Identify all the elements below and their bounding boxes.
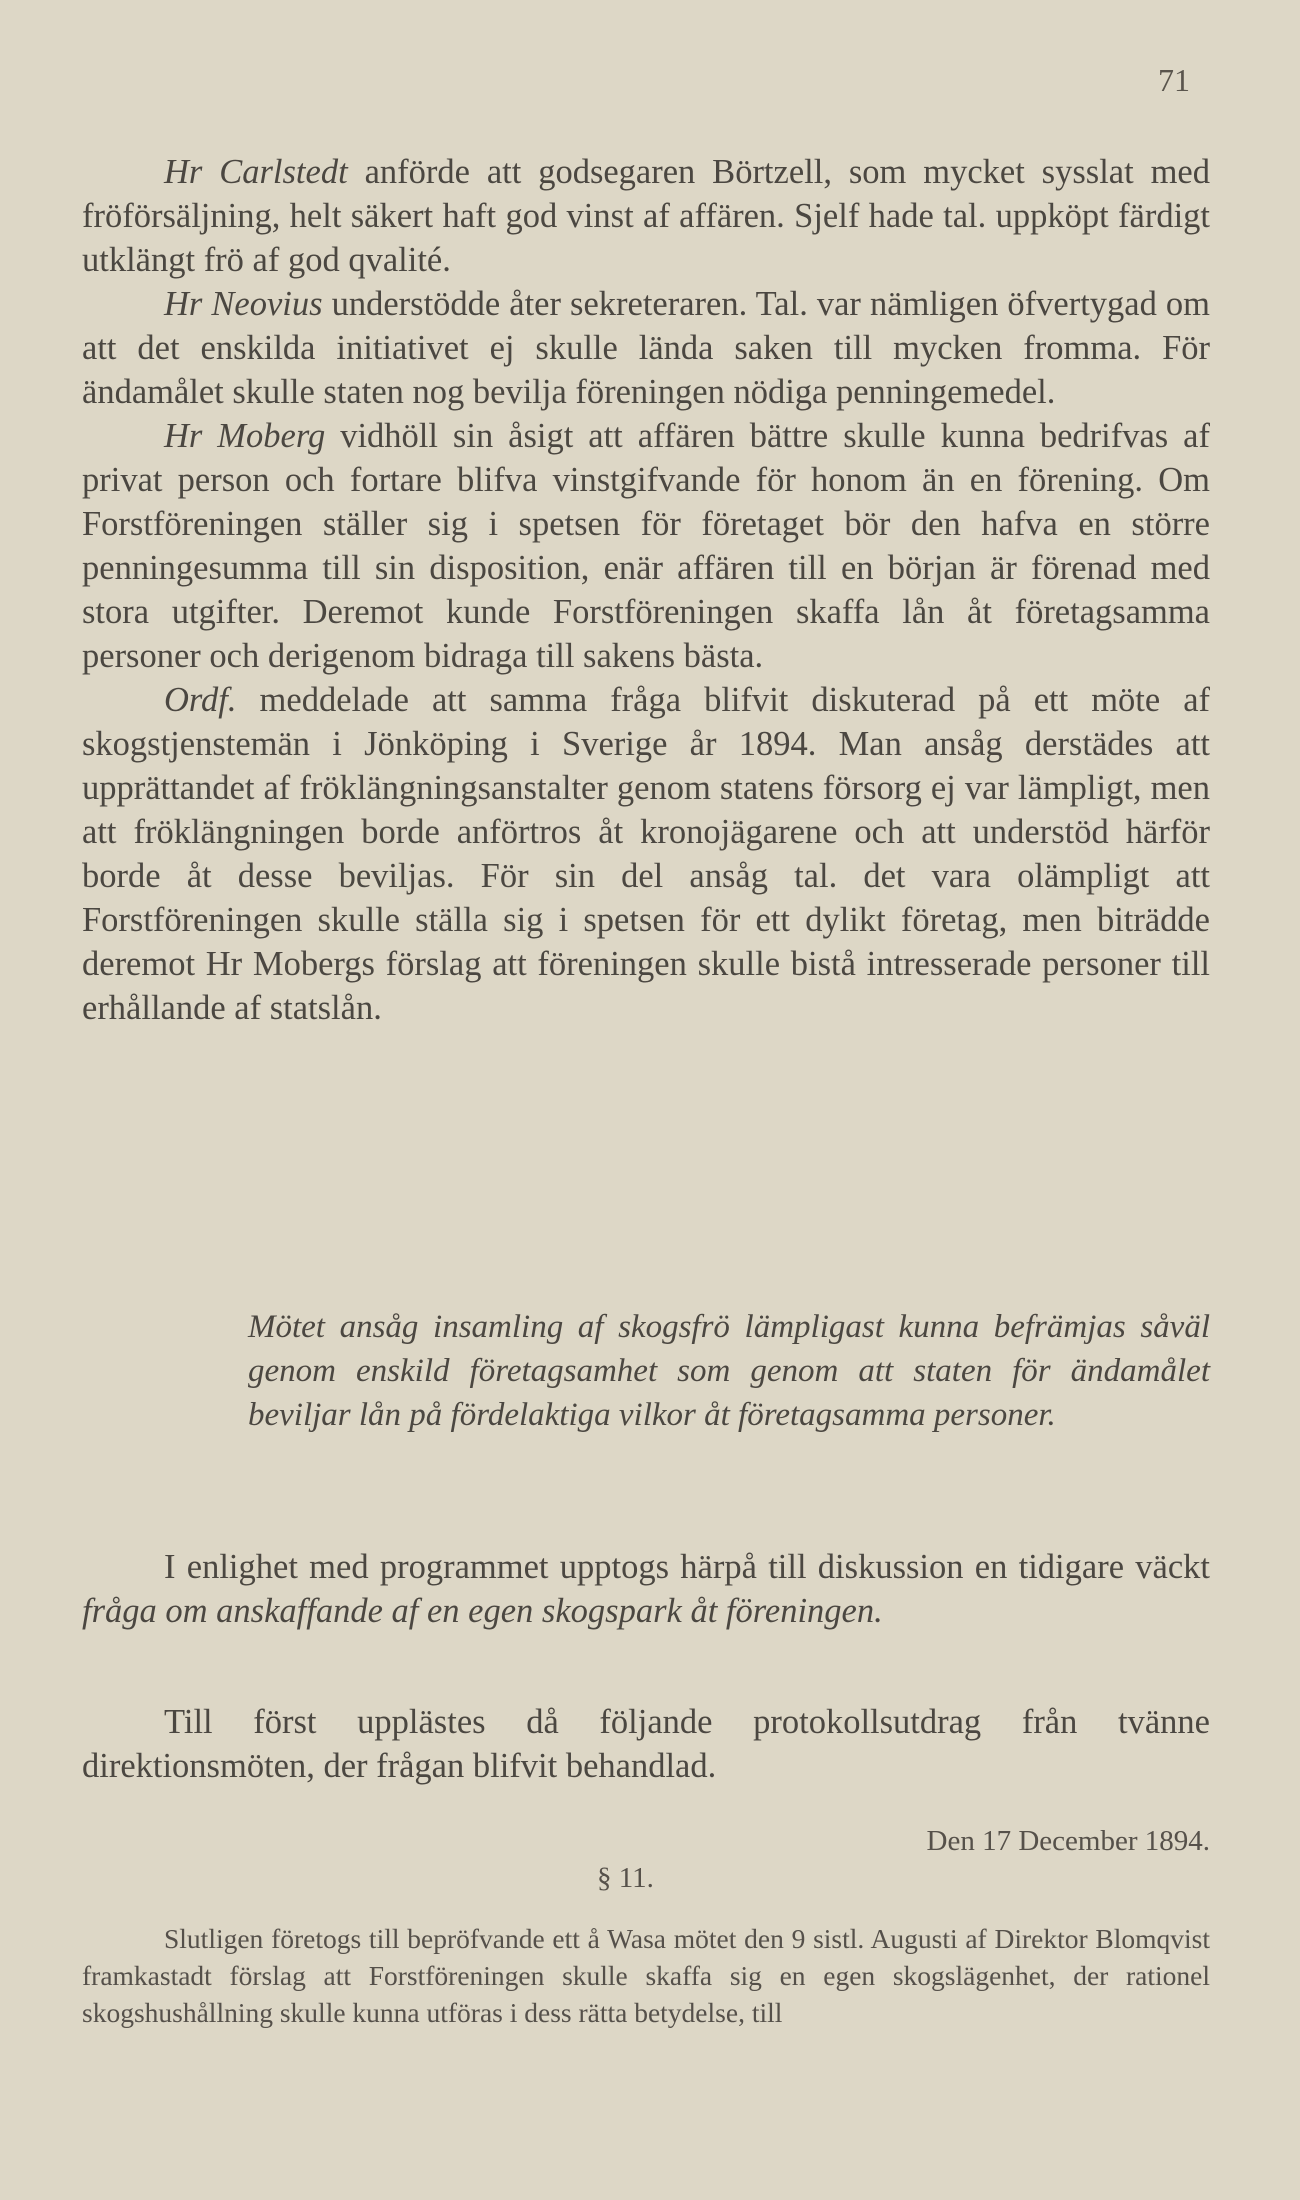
meeting-resolution: Mötet ansåg insamling af skogsfrö lämpligast kunna befrämjas såväl genom enskild företagsamhet som genom att staten för ändamålet beviljar lån på fördelaktiga vilkor åt företagsamma personer. xyxy=(248,1309,1210,1433)
paragraph-text: understödde åter sekreteraren. Tal. var nämligen öfvertygad om att det enskilda initiativet ej skulle lända saken till mycken fromma. För ändamålet skulle staten nog bevilja föreningen nödiga penningemedel. xyxy=(82,285,1210,411)
speaker-name: Hr Carlstedt xyxy=(164,153,348,191)
paragraph-carlstedt xyxy=(82,150,1210,282)
paragraph-reading: Till först upplästes då följande protokollsutdrag från tvänne direktionsmöten, der frågan blifvit behandlad. xyxy=(82,1703,1210,1785)
topic-title: fråga om anskaffande af en egen skogspark åt föreningen. xyxy=(82,1592,883,1630)
protocol-paragraph-number: § 11. xyxy=(597,1862,654,1894)
speaker-name: Hr Neovius xyxy=(164,285,323,323)
paragraph-text: anförde att godsegaren Börtzell, som mycket sysslat med fröförsäljning, helt säkert haft god vinst af affären. Sjelf hade tal. uppköpt färdigt utklängt frö af god qvalité. xyxy=(82,153,1210,279)
paragraph-text: meddelade att samma fråga blifvit diskuterad på ett möte af skogstjenstemän i Jönköping i Sverige år 1894. Man ansåg derstädes att upprättandet af fröklängningsanstalter genom statens försorg ej var lämpligt, men att fröklängningen borde anförtros åt kronojägarene och att understöd härför borde åt desse beviljas. För sin del ansåg tal. det vara olämpligt att Forstföreningen skulle ställa sig i spetsen för ett dylikt företag, men biträdde deremot Hr Mobergs förslag att föreningen skulle bistå intresserade personer till erhållande af statslån. xyxy=(82,681,1210,1027)
speaker-name: Hr Moberg xyxy=(164,417,326,455)
paragraph-text: I enlighet med programmet upptogs härpå till diskussion en tidigare väckt xyxy=(164,1548,1210,1586)
speaker-name: Ordf. xyxy=(164,681,237,719)
paragraph-topic xyxy=(82,1545,1210,1633)
paragraph-ordf xyxy=(82,678,1210,1030)
protocol-excerpt xyxy=(82,1920,1210,2031)
paragraph-moberg xyxy=(82,414,1210,678)
discussion-section xyxy=(82,150,1210,1030)
page-number: 71 xyxy=(1158,62,1190,98)
new-topic-section xyxy=(82,1545,1210,1633)
reading-section xyxy=(82,1700,1210,1788)
paragraph-neovius xyxy=(82,282,1210,414)
paragraph-text: vidhöll sin åsigt att affären bättre skulle kunna bedrifvas af privat person och fortare blifva vinstgifvande för honom än en förening. Om Forstföreningen ställer sig i spetsen för företaget bör den hafva en större penningesumma till sin disposition, enär affären till en början är förenad med stora utgifter. Deremot kunde Forstföreningen skaffa lån åt företagsamma personer och derigenom bidraga till sakens bästa. xyxy=(82,417,1210,675)
excerpt-paragraph: Slutligen företogs till bepröfvande ett å Wasa mötet den 9 sistl. Augusti af Direktor Blomqvist framkastadt förslag att Forstföreningen skulle skaffa sig en egen skogslägenhet, der rationel skogshushållning skulle kunna utföras i dess rätta betydelse, till xyxy=(82,1923,1210,2028)
protocol-date: Den 17 December 1894. xyxy=(926,1825,1210,1857)
